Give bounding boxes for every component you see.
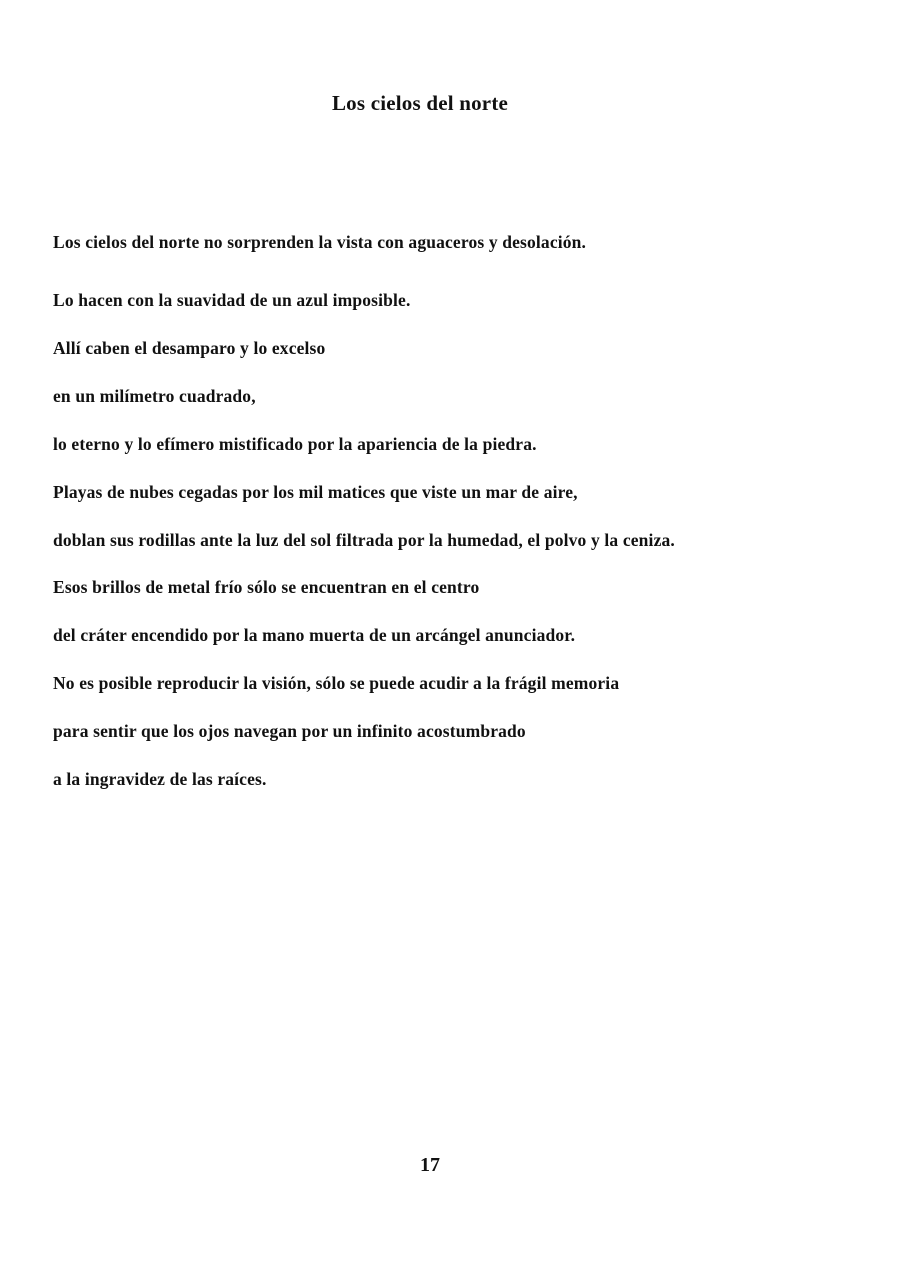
poem-line: No es posible reproducir la visión, sólo se puede acudir a la frágil memoria [53,673,620,693]
poem-line: lo eterno y lo efímero mistificado por la apariencia de la piedra. [53,434,537,454]
poem-line: Playas de nubes cegadas por los mil matices que viste un mar de aire, [53,482,578,502]
poem-line: Lo hacen con la suavidad de un azul imposible. [53,290,411,310]
poem-line: a la ingravidez de las raíces. [53,769,267,789]
poem-line: Allí caben el desamparo y lo excelso [53,338,326,358]
page-number: 17 [420,1154,440,1176]
poem-line: en un milímetro cuadrado, [53,386,256,406]
poem-line: Los cielos del norte no sorprenden la vista con aguaceros y desolación. [53,232,587,252]
page-title: Los cielos del norte [331,91,509,115]
poem-line: del cráter encendido por la mano muerta de un arcángel anunciador. [53,625,576,645]
poem-line: doblan sus rodillas ante la luz del sol filtrada por la humedad, el polvo y la ceniza. [53,530,675,550]
poem-line: para sentir que los ojos navegan por un infinito acostumbrado [53,721,526,741]
poem-line: Esos brillos de metal frío sólo se encuentran en el centro [53,577,480,597]
